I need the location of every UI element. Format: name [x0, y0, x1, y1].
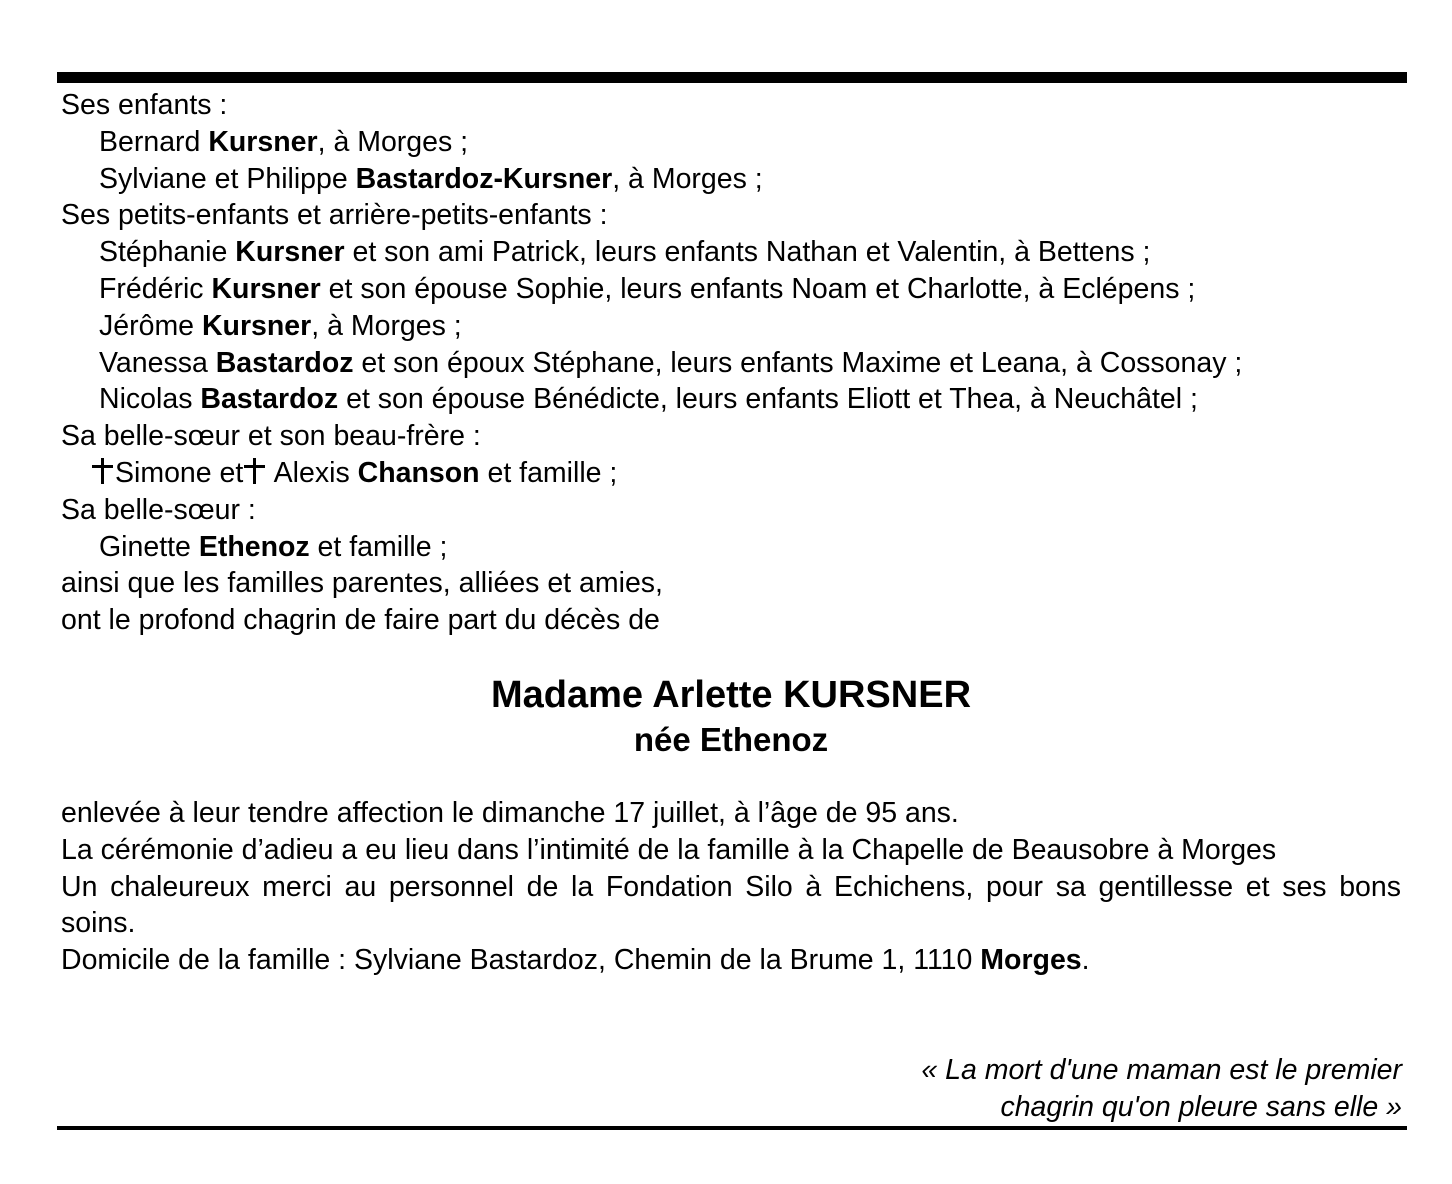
grandchild-first-name: Frédéric	[99, 272, 212, 305]
child-entry	[61, 161, 1401, 198]
grandchild-last-name: Bastardoz	[200, 383, 339, 416]
inlaw-second-name: Alexis	[267, 456, 358, 489]
child-first-name: Sylviane et Philippe	[99, 162, 356, 195]
grandchild-detail: , à Morges ;	[311, 309, 462, 342]
ceremony-line: La cérémonie d’adieu a eu lieu dans l’intimité de la famille à la Chapelle de Beausobre à Morges	[61, 833, 1277, 866]
grandchild-last-name: Kursner	[201, 309, 312, 342]
grandchild-first-name: Jérôme	[99, 309, 202, 342]
grandchild-detail: et son époux Stéphane, leurs enfants Maxime et Leana, à Cossonay ;	[353, 346, 1243, 379]
grandchild-first-name: Vanessa	[99, 346, 216, 379]
grandchild-first-name: Stéphanie	[99, 236, 236, 269]
grandchild-last-name: Kursner	[211, 272, 321, 305]
grandchild-detail: et son épouse Bénédicte, leurs enfants Eliott et Thea, à Neuchâtel ;	[338, 383, 1198, 416]
details-line: enlevée à leur tendre affection le dimanche 17 juillet, à l’âge de 95 ans.	[61, 797, 959, 829]
grandchild-detail: et son épouse Sophie, leurs enfants Noam et Charlotte, à Eclépens ;	[320, 272, 1196, 305]
closing-line: ont le profond chagrin de faire part du décès de	[61, 604, 660, 637]
domicile-address: Domicile de la famille : Sylviane Bastardoz, Chemin de la Brume 1, 1110	[61, 944, 981, 977]
domicile-end: .	[1081, 944, 1090, 977]
child-last-name: Kursner	[208, 125, 318, 158]
child-entry	[61, 124, 1401, 161]
domicile-city: Morges	[980, 944, 1082, 977]
grandchild-entry	[61, 345, 1401, 382]
deceased-name-block	[61, 670, 1401, 760]
sisterinlaw-first-name: Ginette	[99, 530, 199, 563]
quote-line: « La mort d'une maman est le premier	[921, 1054, 1402, 1086]
grandchildren-heading: Ses petits-enfants et arrière-petits-enfants :	[61, 199, 608, 232]
cross-icon	[91, 458, 115, 484]
children-heading: Ses enfants :	[61, 89, 228, 121]
sisterinlaw-last-name: Ethenoz	[198, 530, 310, 563]
inlaws-heading: Sa belle-sœur et son beau-frère :	[61, 420, 481, 453]
domicile-line	[61, 942, 1401, 979]
top-rule	[57, 72, 1407, 83]
inlaw-first-name: Simone et	[115, 456, 244, 489]
grandchild-entry	[61, 234, 1401, 271]
quote	[921, 1052, 1402, 1126]
grandchild-entry	[61, 271, 1401, 308]
child-detail: , à Morges ;	[317, 125, 469, 158]
grandchild-first-name: Nicolas	[99, 383, 201, 416]
thanks-line: Un chaleureux merci au personnel de la Fondation Silo à Echichens, pour sa gentillesse et ses bons soins.	[61, 870, 1401, 940]
sisterinlaw-heading: Sa belle-sœur :	[61, 493, 256, 526]
bottom-rule	[57, 1126, 1407, 1130]
closing-line: ainsi que les familles parentes, alliées et amies,	[61, 567, 663, 600]
grandchild-last-name: Kursner	[235, 236, 345, 269]
sisterinlaw-entry	[61, 529, 1401, 566]
details-block	[61, 795, 1401, 979]
grandchild-last-name: Bastardoz	[215, 346, 354, 379]
deceased-name: Madame Arlette KURSNER	[490, 674, 972, 716]
inlaw-detail: et famille ;	[479, 456, 618, 489]
grandchild-entry	[61, 308, 1401, 345]
child-first-name: Bernard	[99, 125, 209, 158]
cross-icon	[243, 458, 267, 484]
grandchild-detail: et son ami Patrick, leurs enfants Nathan et Valentin, à Bettens ;	[344, 236, 1151, 269]
child-detail: , à Morges ;	[612, 162, 763, 195]
family-list	[61, 87, 1401, 639]
quote-line: chagrin qu'on pleure sans elle »	[1000, 1091, 1402, 1123]
grandchild-entry	[61, 381, 1401, 418]
inlaw-last-name: Chanson	[357, 456, 480, 489]
inlaws-entry	[61, 455, 1401, 492]
sisterinlaw-detail: et famille ;	[309, 530, 448, 563]
child-last-name: Bastardoz-Kursner	[355, 162, 613, 195]
deceased-maiden-name: née Ethenoz	[633, 721, 829, 758]
